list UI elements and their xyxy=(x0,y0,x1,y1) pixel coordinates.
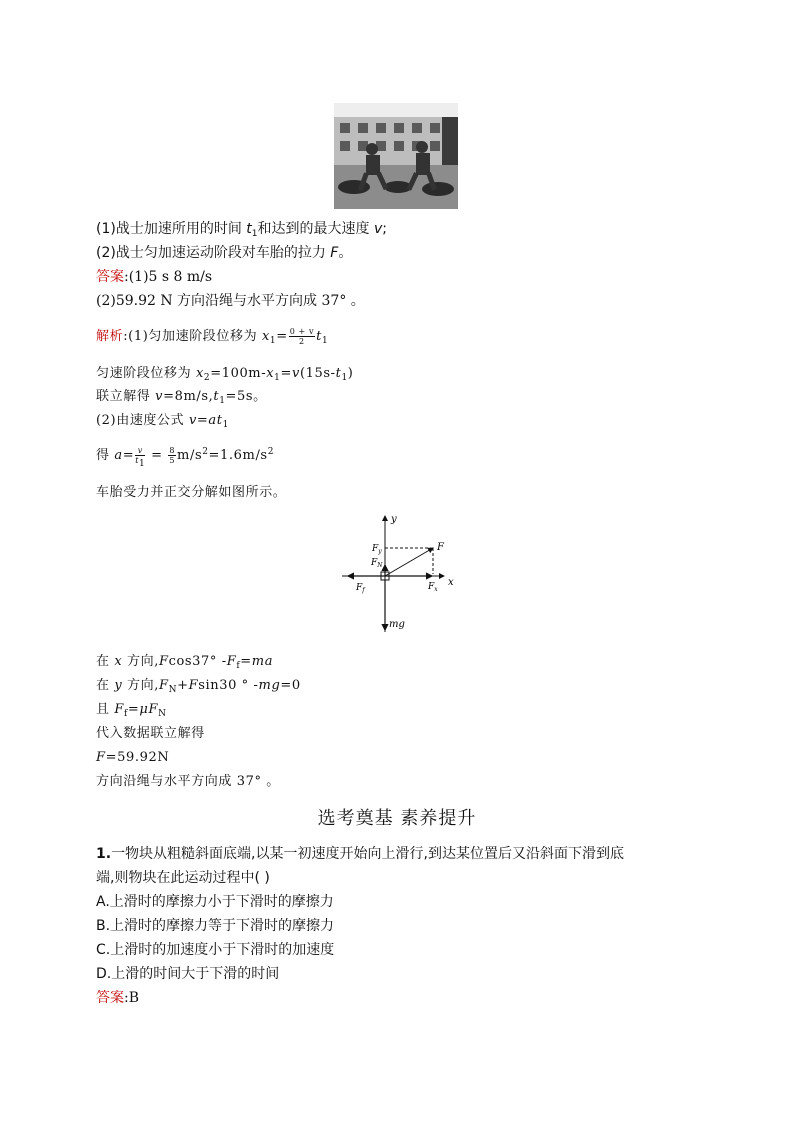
analysis-line-4: (2)由速度公式 $v=at_1$ xyxy=(96,413,229,430)
analysis-line-8: 在 y 方向$,F_N+Fsin30$ ° -mg=0 xyxy=(96,678,301,695)
problem-1-answer: 答案:B xyxy=(96,990,140,1006)
analysis-line-12: 方向沿绳与水平方向成 37° 。 xyxy=(96,774,280,789)
analysis-line-10: 代入数据联立解得 xyxy=(96,726,205,741)
photo-soldiers-pulling-tires-icon xyxy=(334,103,458,209)
section-heading: 选考奠基 素养提升 xyxy=(317,808,477,829)
problem-1-stem-line-2: 端,则物块在此运动过程中( ) xyxy=(96,870,270,886)
force-diagram xyxy=(336,508,466,638)
label-FN: $F_N$ xyxy=(371,558,383,569)
label-Ff: $F_f$ xyxy=(356,583,365,594)
analysis-line-9: 且 $F_f=\mu F_N$ xyxy=(96,702,167,719)
problem-1-stem-line-1: 1.一物块从粗糙斜面底端,以某一初速度开始向上滑行,到达某位置后又沿斜面下滑到底 xyxy=(96,846,624,862)
label-mg: mg xyxy=(389,619,405,630)
answer-line-2: (2)59.92 N 方向沿绳与水平方向成 37° 。 xyxy=(96,293,365,309)
label-Fx: $F_x$ xyxy=(428,582,438,593)
fraction: $\frac{8}{5}$ xyxy=(169,446,176,465)
fraction: $\frac{0 + v}{2}$ xyxy=(289,327,315,346)
analysis-line-1: 解析:(1)匀加速阶段位移为 $x_1=$ $\frac{0 + v}{2}$ $t_1$ xyxy=(96,327,329,346)
label-F: F xyxy=(437,542,444,553)
analysis-label: 解析 xyxy=(96,329,124,344)
option-c: C.上滑时的加速度小于下滑时的加速度 xyxy=(96,942,335,958)
problem-number: 1. xyxy=(96,846,112,862)
analysis-line-3: 联立解得 $v=8m/s,t_1=5s$。 xyxy=(96,389,267,406)
label-y: y xyxy=(391,514,397,525)
option-a: A.上滑时的摩擦力小于下滑时的摩擦力 xyxy=(96,894,334,910)
analysis-line-2: 匀速阶段位移为 $x_2=100m-x_1=v(15s-t_1)$ xyxy=(96,366,354,383)
analysis-line-11: F=59.92N xyxy=(96,750,170,765)
label-x: x xyxy=(448,577,454,588)
analysis-line-6: 车胎受力并正交分解如图所示。 xyxy=(96,485,287,500)
question-1: (1)战士加速所用的时间 $t_1$和达到的最大速度 v; xyxy=(96,221,387,239)
fraction: $\frac{v}{t_1}$ xyxy=(135,446,146,469)
analysis-line-5: 得 a= $\frac{v}{t_1}$ = $\frac{8}{5}$ $m/s^2=1.6m/s^2$ xyxy=(96,446,275,469)
soldiers-training-photo xyxy=(334,103,458,209)
option-d: D.上滑的时间大于下滑的时间 xyxy=(96,966,280,982)
label-Fy: $F_y$ xyxy=(372,544,382,555)
force-F-arrow xyxy=(385,548,433,576)
answer-label: 答案 xyxy=(96,269,124,285)
answer-line-1: 答案:(1)5 s 8 m/s xyxy=(96,269,213,285)
question-2: (2)战士匀加速运动阶段对车胎的拉力 F。 xyxy=(96,245,353,261)
option-b: B.上滑时的摩擦力等于下滑时的摩擦力 xyxy=(96,918,335,934)
answer-label: 答案 xyxy=(96,990,124,1006)
analysis-line-7: 在 x 方向,Fcos37° $-F_f=ma$ xyxy=(96,654,274,671)
